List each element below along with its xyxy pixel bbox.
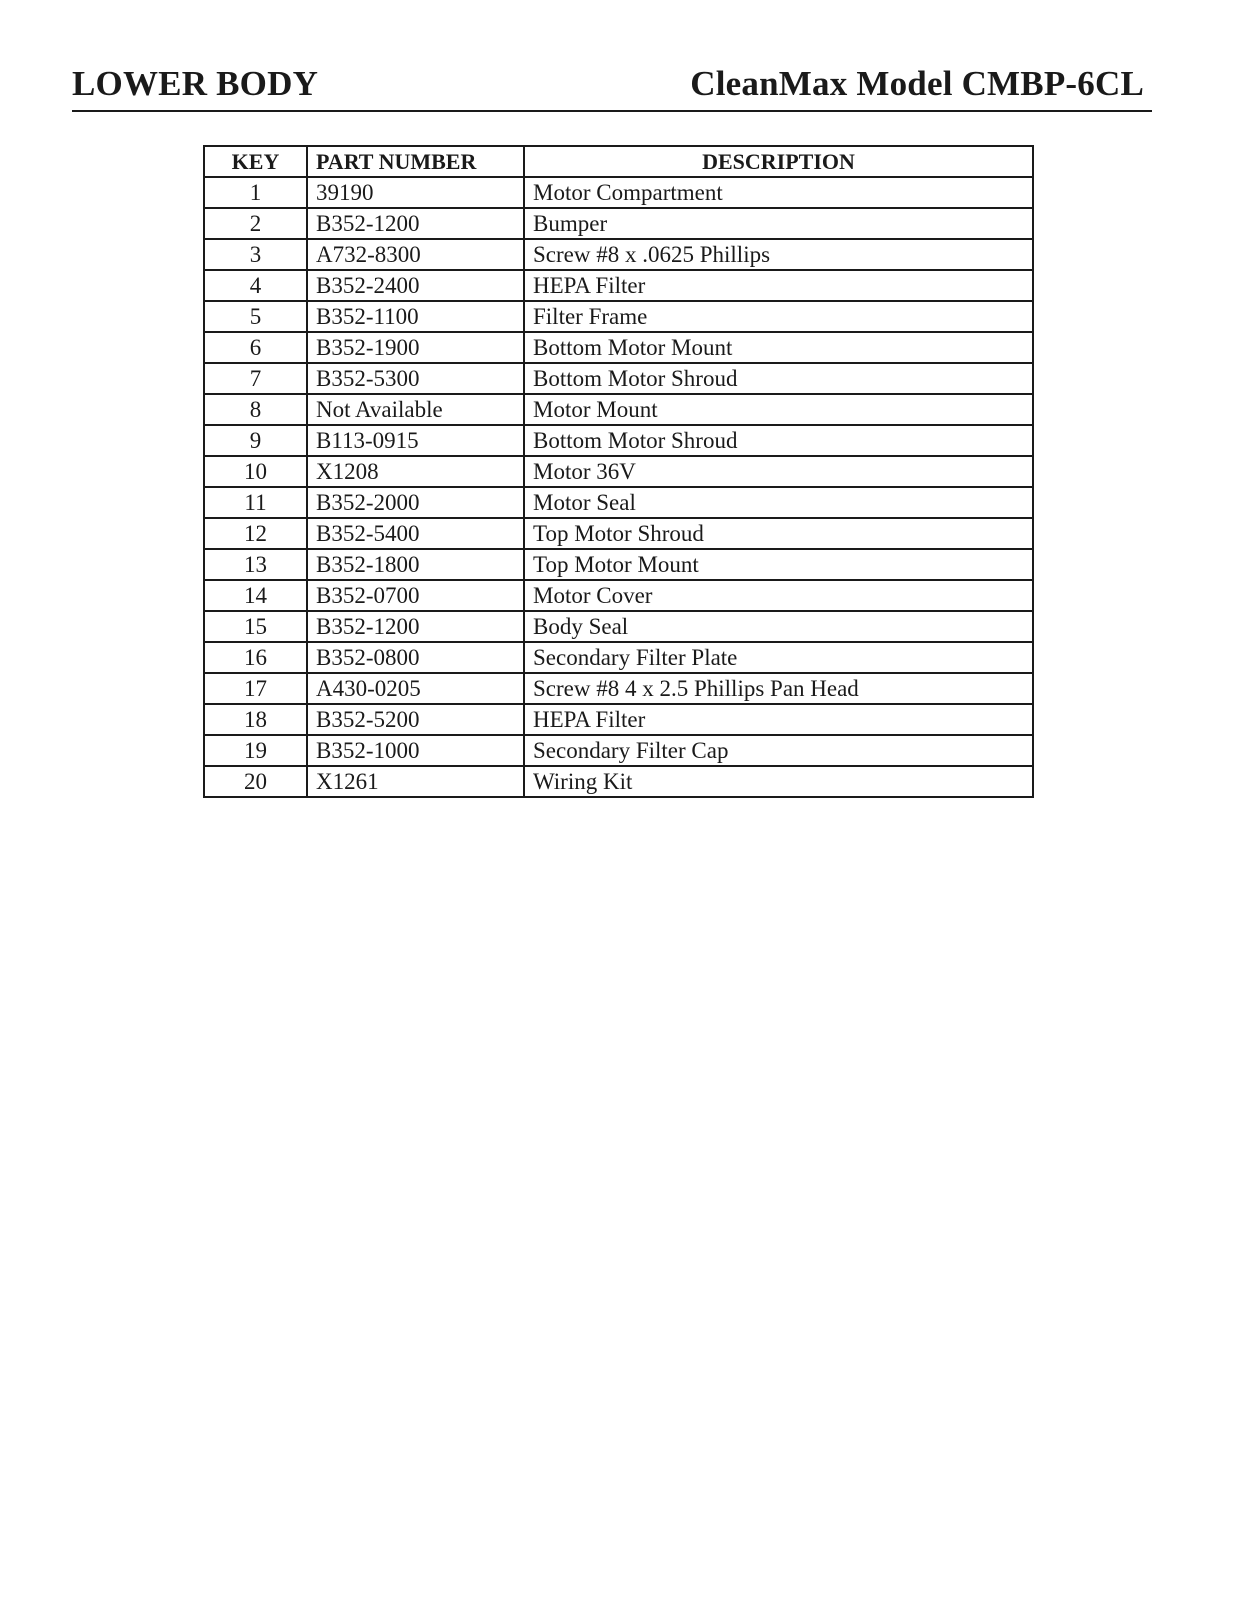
table-row — [204, 425, 1033, 456]
part-number-cell: B352-1200 — [307, 611, 524, 642]
part-number-cell: A430-0205 — [307, 673, 524, 704]
key-cell: 15 — [204, 611, 307, 642]
part-number-cell: B352-1100 — [307, 301, 524, 332]
key-cell: 13 — [204, 549, 307, 580]
table-header — [204, 146, 1033, 177]
table-row — [204, 487, 1033, 518]
table-row — [204, 270, 1033, 301]
part-number-cell: X1261 — [307, 766, 524, 797]
part-number-cell: B352-0700 — [307, 580, 524, 611]
description-cell: HEPA Filter — [524, 704, 1033, 735]
description-cell: Motor Cover — [524, 580, 1033, 611]
table-row — [204, 301, 1033, 332]
part-number-cell: X1208 — [307, 456, 524, 487]
table-row — [204, 332, 1033, 363]
table-row — [204, 208, 1033, 239]
description-cell: Secondary Filter Cap — [524, 735, 1033, 766]
model-title: CleanMax Model CMBP-6CL — [690, 64, 1144, 103]
table-row — [204, 704, 1033, 735]
description-cell: Bottom Motor Mount — [524, 332, 1033, 363]
part-number-cell: 39190 — [307, 177, 524, 208]
description-cell: Bottom Motor Shroud — [524, 425, 1033, 456]
table-row — [204, 766, 1033, 797]
column-header-key: KEY — [204, 146, 307, 177]
description-cell: Motor 36V — [524, 456, 1033, 487]
description-cell: Wiring Kit — [524, 766, 1033, 797]
part-number-cell: B352-5400 — [307, 518, 524, 549]
description-cell: Bumper — [524, 208, 1033, 239]
key-cell: 18 — [204, 704, 307, 735]
key-cell: 3 — [204, 239, 307, 270]
table-row — [204, 239, 1033, 270]
part-number-cell: B113-0915 — [307, 425, 524, 456]
table-row — [204, 673, 1033, 704]
description-cell: HEPA Filter — [524, 270, 1033, 301]
description-cell: Motor Compartment — [524, 177, 1033, 208]
table-row — [204, 518, 1033, 549]
column-header-description: DESCRIPTION — [524, 146, 1033, 177]
key-cell: 6 — [204, 332, 307, 363]
key-cell: 16 — [204, 642, 307, 673]
description-cell: Motor Seal — [524, 487, 1033, 518]
part-number-cell: B352-2400 — [307, 270, 524, 301]
key-cell: 14 — [204, 580, 307, 611]
table-header-row — [204, 146, 1033, 177]
table-row — [204, 456, 1033, 487]
table-row — [204, 580, 1033, 611]
key-cell: 7 — [204, 363, 307, 394]
column-header-part-number: PART NUMBER — [307, 146, 524, 177]
key-cell: 17 — [204, 673, 307, 704]
description-cell: Motor Mount — [524, 394, 1033, 425]
key-cell: 8 — [204, 394, 307, 425]
key-cell: 9 — [204, 425, 307, 456]
parts-table — [203, 145, 1034, 798]
part-number-cell: A732-8300 — [307, 239, 524, 270]
key-cell: 2 — [204, 208, 307, 239]
part-number-cell: B352-5200 — [307, 704, 524, 735]
part-number-cell: B352-1000 — [307, 735, 524, 766]
page-header — [72, 60, 1152, 112]
table-row — [204, 394, 1033, 425]
key-cell: 19 — [204, 735, 307, 766]
section-title: LOWER BODY — [72, 64, 319, 103]
table-row — [204, 642, 1033, 673]
key-cell: 12 — [204, 518, 307, 549]
key-cell: 20 — [204, 766, 307, 797]
description-cell: Screw #8 4 x 2.5 Phillips Pan Head — [524, 673, 1033, 704]
key-cell: 4 — [204, 270, 307, 301]
part-number-cell: B352-5300 — [307, 363, 524, 394]
part-number-cell: B352-0800 — [307, 642, 524, 673]
key-cell: 10 — [204, 456, 307, 487]
part-number-cell: B352-1800 — [307, 549, 524, 580]
table-row — [204, 735, 1033, 766]
part-number-cell: B352-1900 — [307, 332, 524, 363]
part-number-cell: B352-1200 — [307, 208, 524, 239]
part-number-cell: B352-2000 — [307, 487, 524, 518]
description-cell: Screw #8 x .0625 Phillips — [524, 239, 1033, 270]
table-row — [204, 549, 1033, 580]
table-body — [204, 177, 1033, 797]
table-row — [204, 363, 1033, 394]
description-cell: Secondary Filter Plate — [524, 642, 1033, 673]
table-row — [204, 611, 1033, 642]
key-cell: 11 — [204, 487, 307, 518]
key-cell: 5 — [204, 301, 307, 332]
description-cell: Top Motor Mount — [524, 549, 1033, 580]
table-row — [204, 177, 1033, 208]
description-cell: Top Motor Shroud — [524, 518, 1033, 549]
description-cell: Filter Frame — [524, 301, 1033, 332]
part-number-cell: Not Available — [307, 394, 524, 425]
description-cell: Bottom Motor Shroud — [524, 363, 1033, 394]
description-cell: Body Seal — [524, 611, 1033, 642]
key-cell: 1 — [204, 177, 307, 208]
